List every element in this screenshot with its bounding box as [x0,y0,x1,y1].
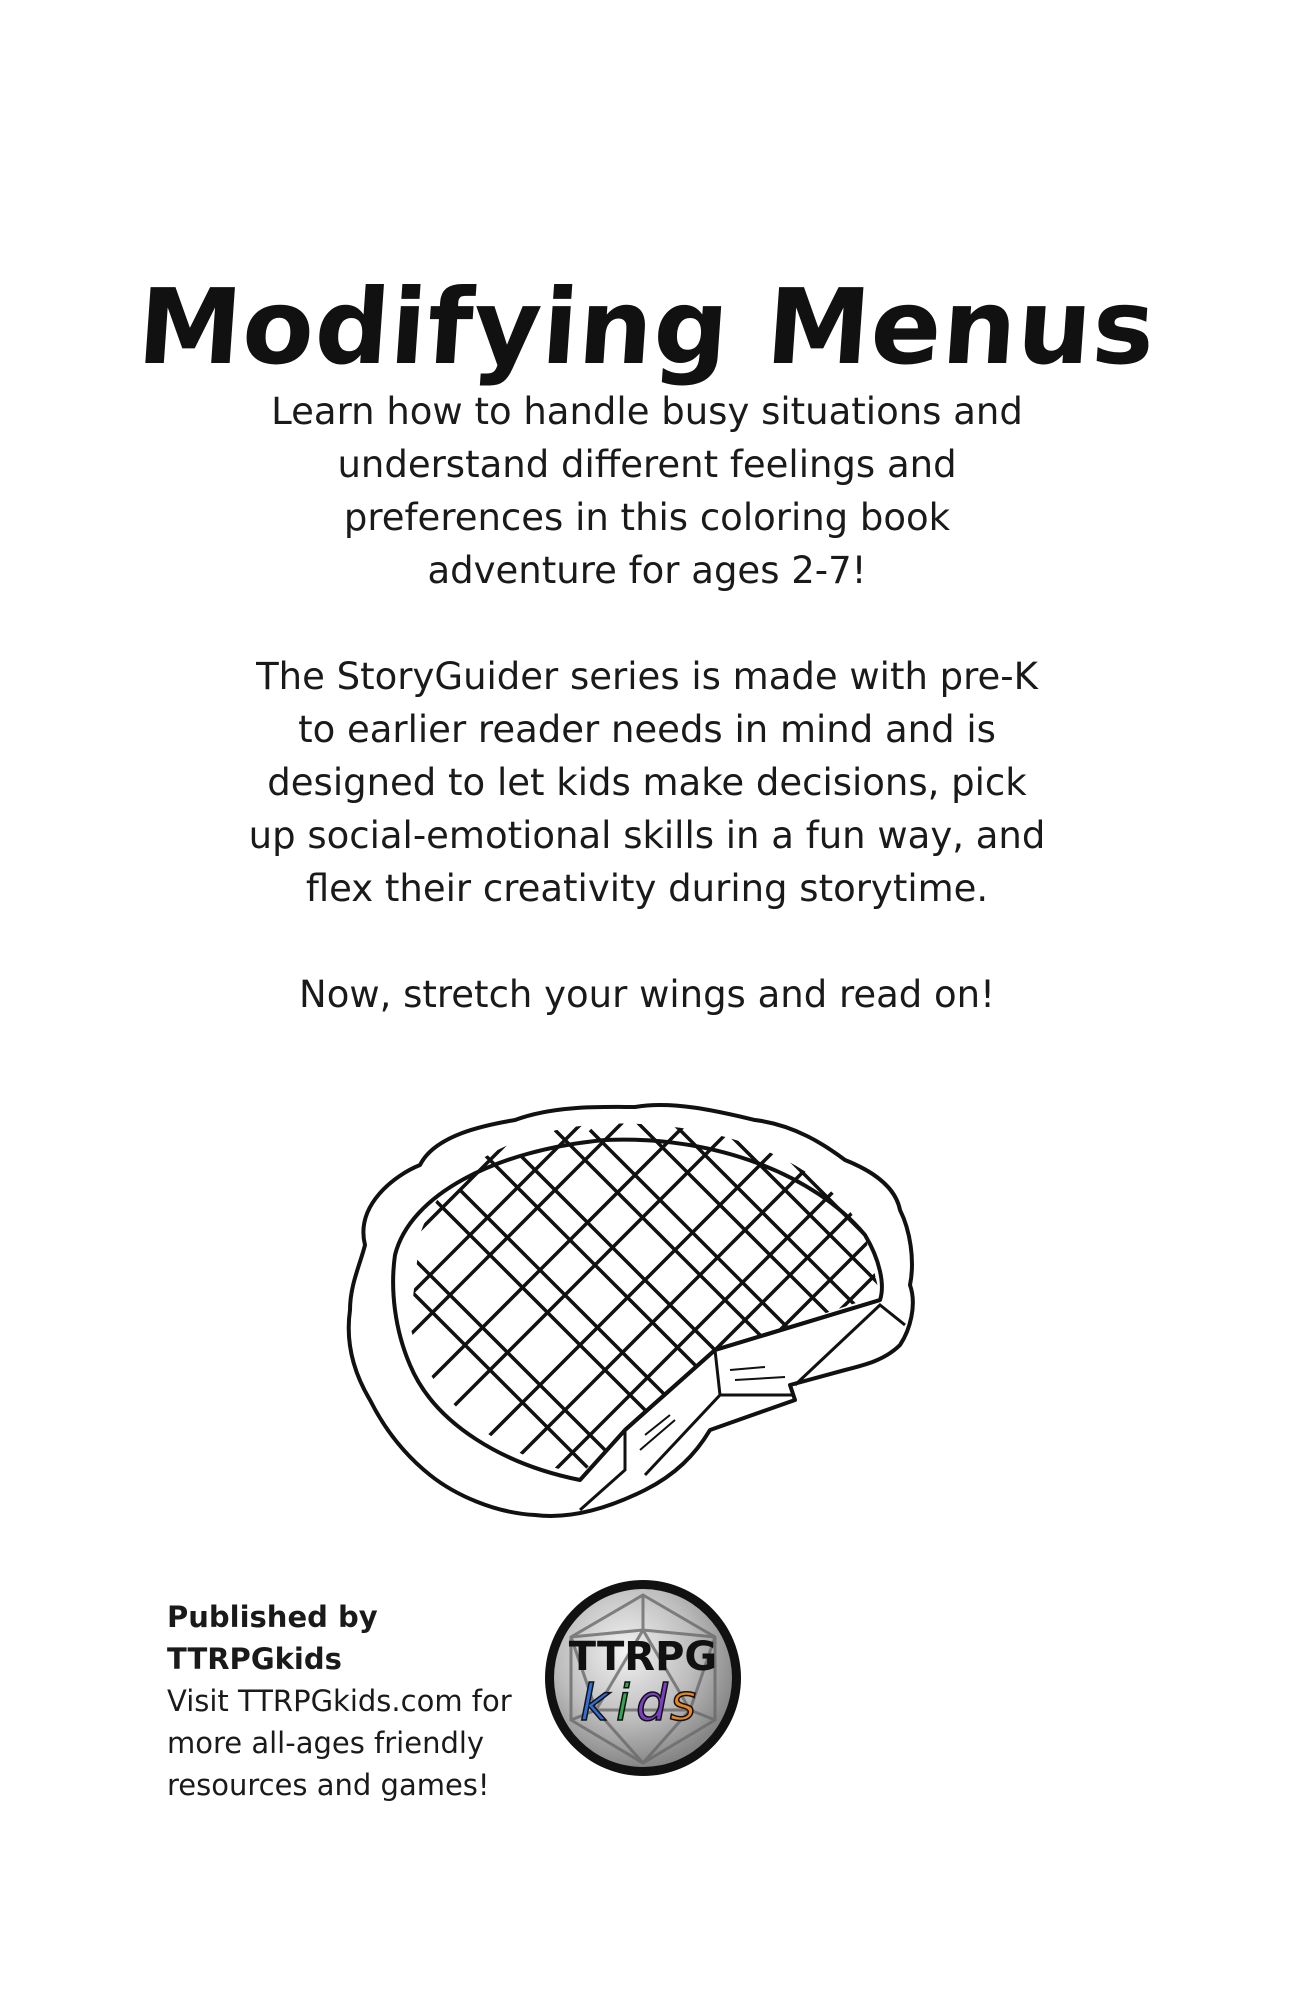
publisher-line-3: resources and games! [167,1768,490,1802]
logo-top-text: TTRPG [568,1634,718,1680]
publisher-line-1: Visit TTRPGkids.com for [167,1684,512,1718]
logo-letter-d: d [636,1674,668,1732]
intro-paragraph-2: The StoryGuider series is made with pre-K to earlier reader needs in mind and is designed to let kids make decisions, pick up social-emotional skills in a fun way, and flex their creativity during storytime. [248,655,1046,910]
publisher-line-2: more all-ages friendly [167,1726,485,1760]
pie-illustration-icon [325,1095,925,1535]
logo-letter-k: k [580,1674,609,1732]
intro-paragraph-3: Now, stretch your wings and read on! [299,973,995,1016]
intro-paragraph-1: Learn how to handle busy situations and understand different feelings and preferences in this coloring book adventure for ages 2-7! [271,390,1023,592]
book-title: Modifying Menus [134,265,1160,388]
ttrpg-kids-logo-icon [540,1575,746,1781]
publisher-info [167,1596,547,1806]
logo-letter-i: i [616,1674,630,1732]
logo-letter-s: s [670,1674,697,1732]
intro-text [247,385,1047,1074]
publisher-name: Published by TTRPGkids [167,1600,378,1676]
